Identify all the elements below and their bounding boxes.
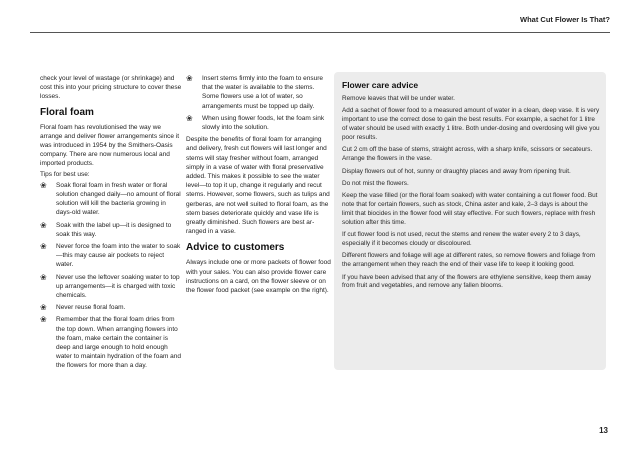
advice-item: If you have been advised that any of the flowers are ethylene sensitive, keep them away from fruit and vegetables, and remove any fallen blooms. [342,273,592,290]
flower-bullet-icon: ❀ [186,113,193,123]
floral-foam-paragraph: Floral foam has revolutionised the way we arrange and deliver flower arrangements since it was introduced in 1954 by the Smithers-Oasis company. There are now numerous local and imported products. [40,123,180,168]
page-number: 13 [599,426,608,435]
flower-care-advice-box [334,72,606,370]
foam-benefits-paragraph: Despite the benefits of floral foam for arranging and delivery, fresh cut flowers will last longer and stems will stay fresher without foam, arranged simply in a vase of water with floral preservative added. This makes it possible to see the water level—to top it up, change it regularly and recut stems. However, some flowers, such as tulips and gerberas, are not well suited to floral foam, as the stem bases deteriorate quickly and vase life is greatly diminished. Such flowers are best arranged in a vase. [186,136,330,236]
column-left [40,74,182,374]
flower-bullet-icon: ❀ [186,74,193,83]
intro-paragraph: check your level of wastage (or shrinkage) and cost this into your pricing structure to cover these losses. [40,75,182,101]
list-item-text: Never reuse floral foam. [56,304,126,312]
advice-item: Different flowers and foliage will age at different rates, so remove flowers and foliage from the arrangement when they reach the end of their vase life to keep it looking good. [342,252,596,269]
flower-bullet-icon: ❀ [40,315,47,325]
flower-bullet-icon: ❀ [40,272,47,282]
column-middle [186,74,332,296]
list-item-text: Remember that the floral foam dries from the top down. When arranging flowers into the foam, make certain the container is deep and large enough to hold enough water to maintain hydration of the foam and the flowers for more than a day. [56,316,182,370]
list-item-text: Soak with the label up—it is designed to soak this way. [56,221,172,238]
list-item-text: Insert stems firmly into the foam to ensure that the water is available to the stems. Some flowers use a lot of water, so arrangements must be topped up daily. [202,75,324,110]
floral-foam-heading: Floral foam [40,106,94,118]
list-item [40,315,182,370]
list-item [186,74,332,111]
flower-bullet-icon: ❀ [40,303,47,313]
advice-item: Keep the vase filled (or the floral foam soaked) with water containing a cut flower food. But note that for certain flowers, such as stock, China aster and kale, 2–3 days is about the limit that biocides in the flower food will stay effective. For such flowers, replace with fresh solution after this time. [342,192,598,226]
advice-item: Do not mist the flowers. [342,179,409,187]
advice-item: Display flowers out of hot, sunny or draughty places and away from ripening fruit. [342,167,571,175]
advice-item: If cut flower food is not used, recut the stems and renew the water every 2 to 3 days, especially if it becomes cloudy or discoloured. [342,231,581,248]
list-item [40,181,182,218]
tips-label: Tips for best use: [40,170,90,178]
list-item [186,114,332,132]
list-item [40,221,182,239]
advice-item: Remove leaves that will be under water. [342,95,455,102]
advice-item: Cut 2 cm off the base of stems, straight across, with a sharp knife, scissors or secateurs. Arrange the flowers in the vase. [342,146,593,163]
flower-bullet-icon: ❀ [40,242,47,252]
flower-bullet-icon: ❀ [40,180,47,190]
list-item-text: Never force the foam into the water to soak—this may cause air pockets to reject water. [56,243,181,269]
advice-paragraph: Always include one or more packets of flower food with your sales. You can also provide flower care instructions on a card, on the flower sleeve or on the flower food packet (see example on the right). [186,259,331,295]
list-item-text: When using flower foods, let the foam sink slowly into the solution. [202,114,325,132]
list-item-text: Never use the leftover soaking water to top up arrangements—it is charged with toxic chemicals. [56,273,180,300]
advice-item: Add a sachet of flower food to a measured amount of water in a clean, deep vase. It is very important to use the correct dose to gain the best results. For example, a sachet for 1 litre of water should be used with exactly 1 litre. Both under-dosing and overdosing will give you poor results. [342,107,600,142]
list-item-text: Soak floral foam in fresh water or floral solution changed daily—no amount of floral solution will kill the bacteria growing in days-old water. [56,181,181,217]
foam-tips-list [40,181,182,371]
foam-tips-list-continued [186,74,332,132]
list-item [40,273,182,301]
list-item [40,242,182,270]
page-header [30,12,610,33]
running-header-title: What Cut Flower Is That? [520,15,610,24]
advice-to-customers-heading: Advice to customers [186,242,285,254]
flower-care-advice-title: Flower care advice [342,80,419,90]
list-item [40,303,182,312]
flower-bullet-icon: ❀ [40,220,47,230]
